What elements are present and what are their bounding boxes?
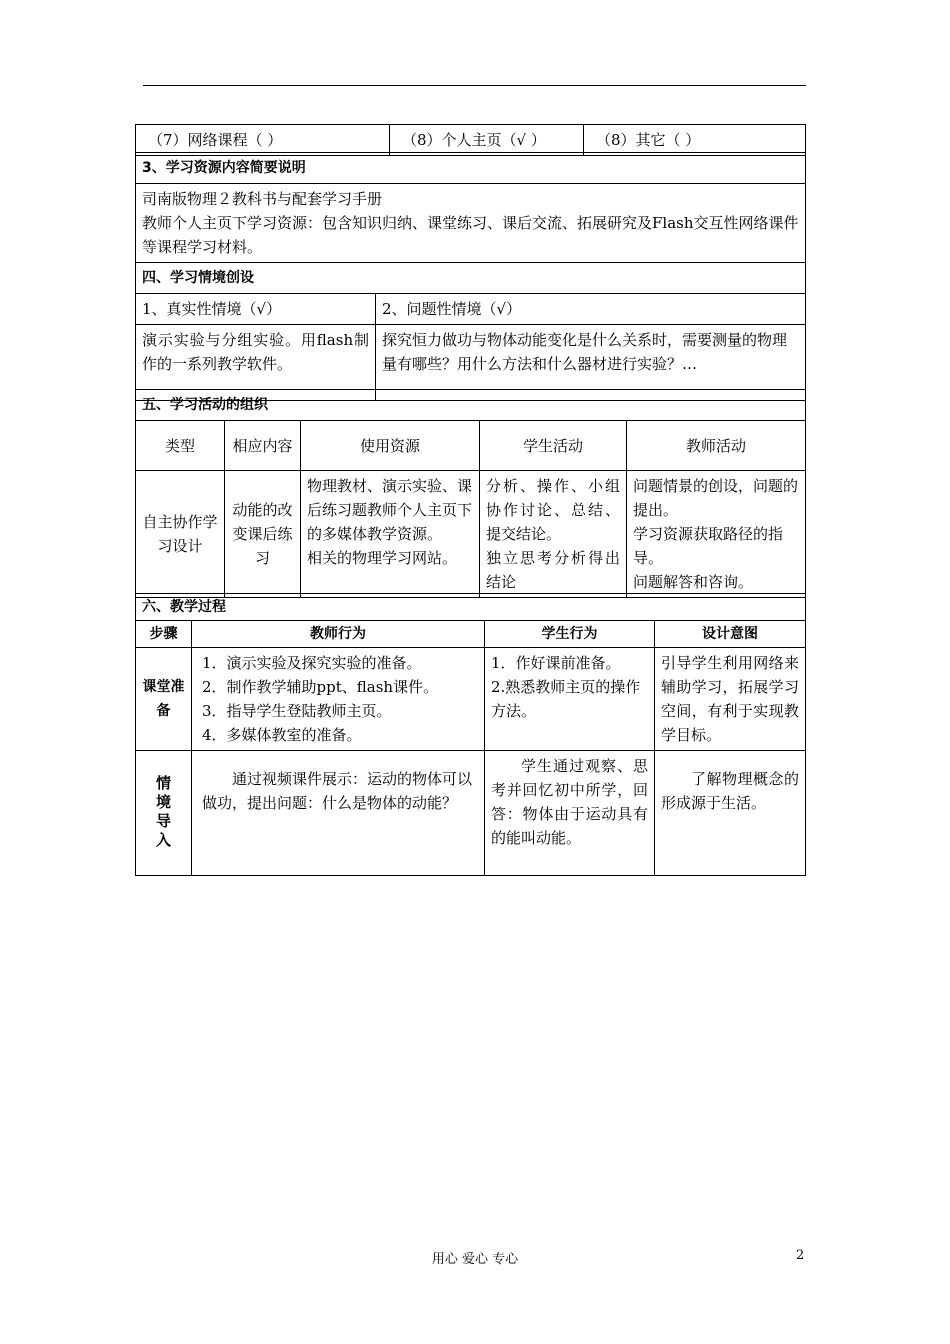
- col-header-teacher-activity: 教师活动: [627, 421, 806, 471]
- teacher-activity-line: 学习资源获取路径的指导。: [633, 525, 784, 567]
- section-5-table: [135, 389, 806, 598]
- section3-body: [136, 184, 806, 263]
- section4-desc1: 演示实验与分组实验。用flash制作的一系列教学软件。: [136, 325, 376, 401]
- prep-intent: 引导学生利用网络来辅助学习，拓展学习空间，有利于实现教学目标。: [655, 648, 806, 751]
- prep-teacher: [192, 648, 485, 751]
- col-header-teacher-behavior: 教师行为: [192, 621, 485, 648]
- section4-heading: 四、学习情境创设: [136, 263, 806, 294]
- section-6-table: [135, 593, 806, 876]
- header-rule: [143, 85, 806, 86]
- student-activity-line: 分析、操作、小组协作讨论、总结、提交结论。: [486, 477, 620, 543]
- col-header-design-intent: 设计意图: [655, 621, 806, 648]
- page-number: 2: [796, 1248, 805, 1263]
- step-scenario-intro-cell: [136, 751, 192, 876]
- section-6-block: [135, 593, 805, 876]
- section4-sub2: 2、问题性情境（√）: [376, 294, 806, 325]
- section4-sub1: 1、真实性情境（√）: [136, 294, 376, 325]
- prep-student-line: 2.熟悉教师主页的操作方法。: [491, 678, 641, 720]
- section5-heading: 五、学习活动的组织: [136, 390, 806, 421]
- section-3-4-block: [135, 152, 805, 401]
- section3-line1: 司南版物理２教科书与配套学习手册: [142, 190, 383, 208]
- prep-teacher-line: 1．演示实验及探究实验的准备。: [202, 654, 422, 672]
- teacher-activity-line: 问题解答和咨询。: [633, 573, 754, 591]
- col-header-student-activity: 学生活动: [480, 421, 627, 471]
- resource-item-8-homepage: （8）个人主页（√ ）: [390, 125, 584, 156]
- footer-motto: 用心 爱心 专心: [431, 1252, 519, 1267]
- activity-student: [480, 471, 627, 598]
- teacher-activity-line: 问题情景的创设，问题的提出。: [633, 477, 799, 519]
- student-activity-line: 独立思考分析得出结论: [486, 549, 620, 591]
- section6-heading: 六、教学过程: [136, 594, 806, 621]
- prep-student: [485, 648, 655, 751]
- section3-line2: 教师个人主页下学习资源：包含知识归纳、课堂练习、课后交流、拓展研究及Flash交互性网络课件等课程学习材料。: [142, 214, 799, 256]
- section3-heading: 3、学习资源内容简要说明: [136, 153, 806, 184]
- section-5-block: [135, 389, 805, 598]
- step-classroom-prep: 课堂准备: [136, 648, 192, 751]
- col-header-type: 类型: [136, 421, 225, 471]
- intro-teacher: 通过视频课件展示：运动的物体可以做功，提出问题：什么是物体的动能？: [192, 751, 485, 876]
- col-header-student-behavior: 学生行为: [485, 621, 655, 648]
- resource-line: 相关的物理学习网站。: [307, 549, 458, 567]
- activity-teacher: [627, 471, 806, 598]
- activity-content: 动能的改变课后练习: [225, 471, 301, 598]
- step-scenario-intro: 情境导入: [155, 774, 171, 849]
- prep-teacher-line: 3．指导学生登陆教师主页。: [202, 702, 392, 720]
- prep-teacher-line: 2．制作教学辅助ppt、flash课件。: [202, 678, 439, 696]
- resource-item-8-other: （8）其它（ ）: [584, 125, 806, 156]
- activity-resources: [301, 471, 480, 598]
- col-header-resources: 使用资源: [301, 421, 480, 471]
- col-header-step: 步骤: [136, 621, 192, 648]
- intro-intent: 了解物理概念的形成源于生活。: [655, 751, 806, 876]
- intro-student: 学生通过观察、思考并回忆初中所学，回答：物体由于运动具有的能叫动能。: [485, 751, 655, 876]
- resource-line: 物理教材、演示实验、课后练习题教师个人主页下的多媒体教学资源。: [307, 477, 473, 543]
- resource-item-7: （7）网络课程（ ）: [136, 125, 390, 156]
- section4-desc2: 探究恒力做功与物体动能变化是什么关系时，需要测量的物理量有哪些？用什么方法和什么器材进行实验？…: [376, 325, 806, 401]
- prep-student-line: 1．作好课前准备。: [491, 654, 621, 672]
- prep-teacher-line: 4．多媒体教室的准备。: [202, 726, 362, 744]
- section-3-4-table: [135, 152, 806, 401]
- activity-type: 自主协作学习设计: [136, 471, 225, 598]
- col-header-content: 相应内容: [225, 421, 301, 471]
